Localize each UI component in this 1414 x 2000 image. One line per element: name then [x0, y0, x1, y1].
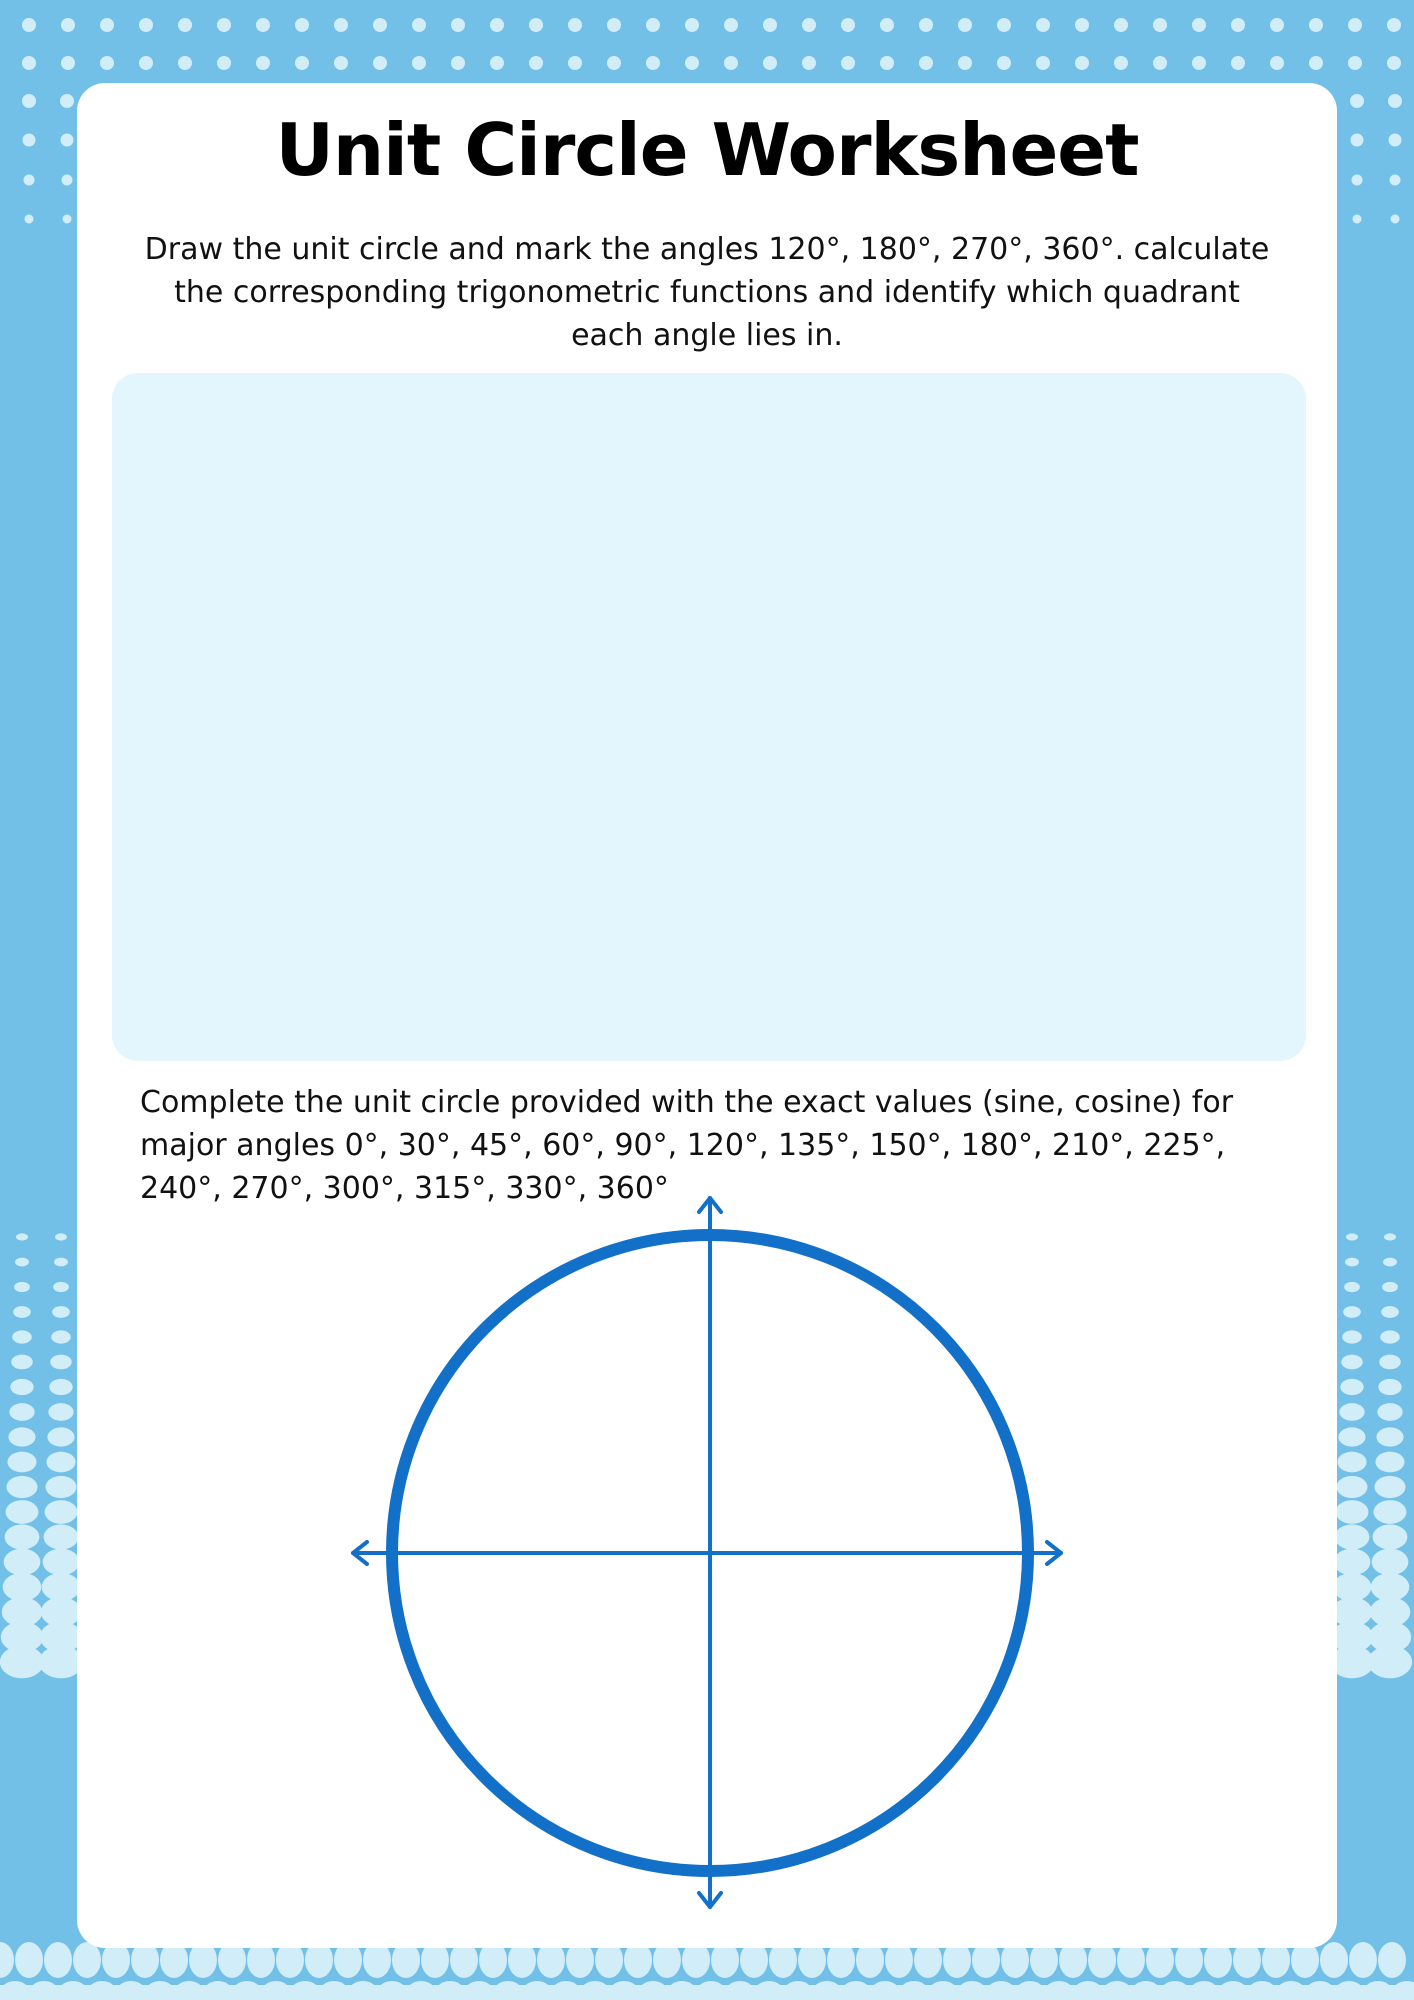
instructions-complete: Complete the unit circle provided with the exact values (sine, cosine) for major angles 0°, 30°, 45°, 60°, 90°, 120°, 135°, 150°, 180°, 210°, 225°, 240°, 270°, 300°, 315°, 330°, 360° — [140, 1085, 1234, 1206]
page-title: Unit Circle Worksheet — [275, 108, 1139, 192]
drawing-area[interactable] — [112, 373, 1306, 1061]
instructions-draw: Draw the unit circle and mark the angles 120°, 180°, 270°, 360°. calculate the corresponding trigonometric functions and identify which quadrant each angle lies in. — [144, 232, 1270, 353]
